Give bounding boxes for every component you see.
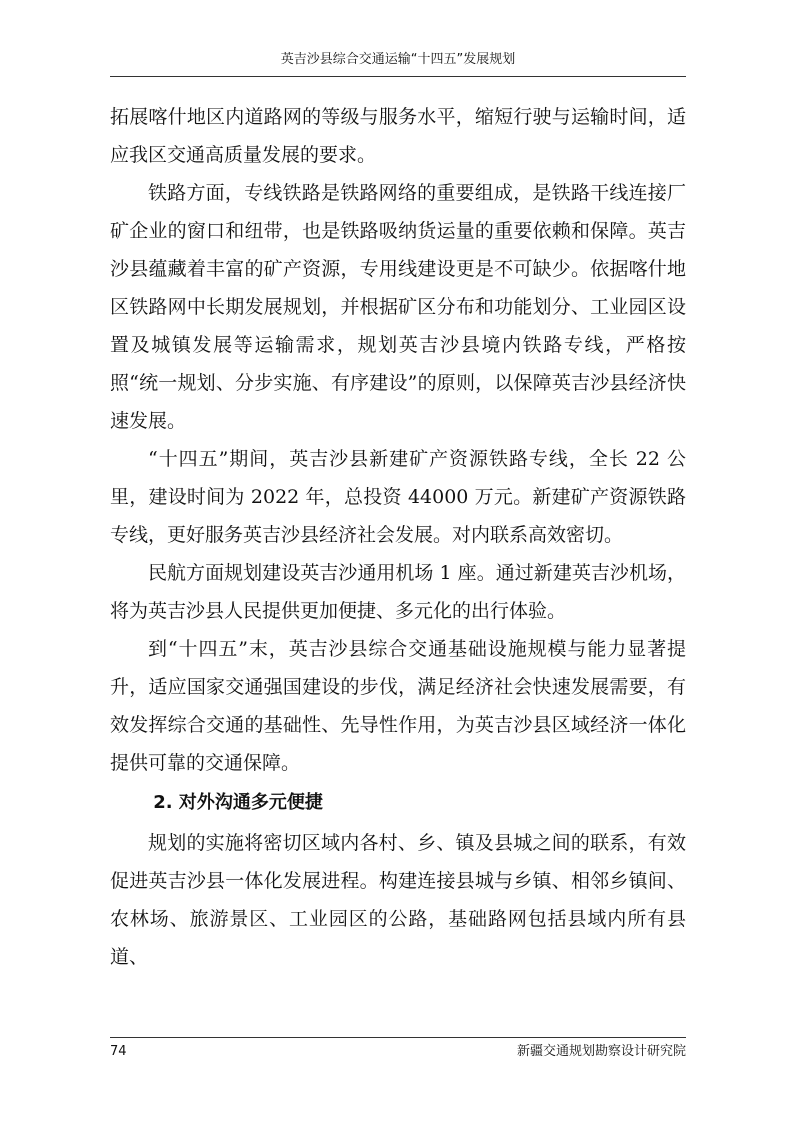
page-number: 74	[110, 1044, 127, 1059]
paragraph-summary: 到“十四五”末，英吉沙县综合交通基础设施规模与能力显著提升，适应国家交通强国建设的步伐，满足经济社会快速发展需要，有效发挥综合交通的基础性、先导性作用，为英吉沙县区域经济一体化提供可靠的交通保障。	[110, 638, 686, 774]
paragraph-civil-aviation: 民航方面规划建设英吉沙通用机场 1 座。通过新建英吉沙机场，将为英吉沙县人民提供更加便捷、多元化的出行体验。	[110, 562, 686, 622]
section-heading: 2. 对外沟通多元便捷	[153, 792, 323, 813]
paragraph-railway: 铁路方面，专线铁路是铁路网络的重要组成，是铁路干线连接厂矿企业的窗口和纽带，也是铁路吸纳货运量的重要依赖和保障。英吉沙县蕴藏着丰富的矿产资源，专用线建设更是不可缺少。依据喀什地区铁路网中长期发展规划，并根据矿区分布和功能划分、工业园区设置及城镇发展等运输需求，规划英吉沙县境内铁路专线，严格按照“统一规划、分步实施、有序建设”的原则，以保障英吉沙县经济快速发展。	[110, 182, 686, 432]
document-body	[110, 98, 686, 976]
footer-organization: 新疆交通规划勘察设计研究院	[516, 1044, 686, 1059]
header-title: 英吉沙县综合交通运输“十四五”发展规划	[280, 52, 516, 67]
paragraph-railway-project: “十四五”期间，英吉沙县新建矿产资源铁路专线，全长 22 公里，建设时间为 2022 年，总投资 44000 万元。新建矿产资源铁路专线，更好服务英吉沙县经济社会发展。对内联系高效密切。	[110, 448, 686, 546]
page-footer	[110, 1037, 686, 1061]
paragraph-road-network: 拓展喀什地区内道路网的等级与服务水平，缩短行驶与运输时间，适应我区交通高质量发展的要求。	[110, 106, 686, 166]
paragraph-section-intro: 规划的实施将密切区域内各村、乡、镇及县城之间的联系，有效促进英吉沙县一体化发展进程。构建连接县城与乡镇、相邻乡镇间、农林场、旅游景区、工业园区的公路，基础路网包括县域内所有县道、	[110, 832, 686, 968]
page-header	[110, 50, 686, 77]
